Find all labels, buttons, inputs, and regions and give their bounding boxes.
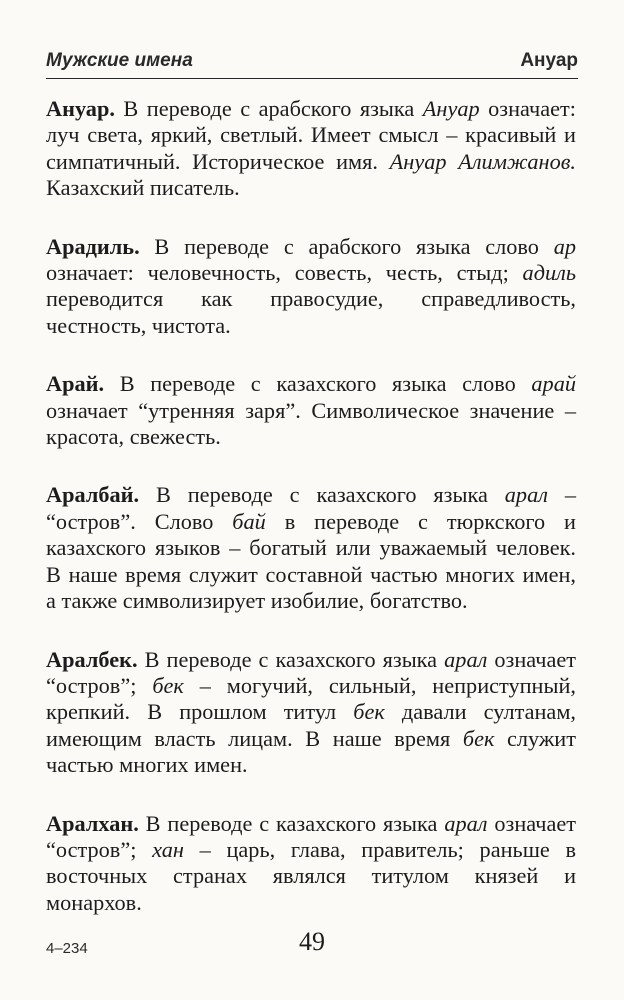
entry-text: – царь, глава, правитель; раньше в восточных странах являлся титулом князей и монархов. — [46, 836, 576, 915]
entry-italic-term: Ануар Алимжанов. — [389, 148, 576, 174]
entry-headword: Аралбай. — [46, 482, 140, 508]
entry-italic-term: бек — [353, 699, 385, 725]
entry-aralbek — [46, 647, 576, 779]
entry-italic-term: арал — [444, 646, 488, 672]
entry-text: В переводе с казахского языка — [137, 646, 445, 672]
section-title: Мужские имена — [46, 50, 193, 71]
entry-italic-term: хан — [152, 836, 184, 862]
entry-italic-term: бай — [232, 508, 266, 534]
entry-italic-term: бек — [152, 672, 184, 698]
entry-aray — [46, 371, 576, 450]
entry-headword: Арай. — [46, 371, 105, 397]
entry-text: служит частью многих имен. — [46, 725, 576, 778]
entry-text: давали султанам, имеющим власть лицам. В наше время — [46, 699, 576, 751]
entry-italic-term: арай — [531, 371, 576, 397]
entry-headword: Арадиль. — [46, 233, 140, 259]
entry-italic-term: бек — [462, 725, 495, 751]
entry-text: В переводе с казахского языка — [138, 810, 445, 836]
entry-text: В переводе с казахского языка слово — [104, 371, 532, 397]
entry-italic-term: адиль — [522, 260, 576, 286]
entry-text: означает “остров”; — [46, 810, 577, 862]
entry-text: переводится как правосудие, справедливость, честность, чистота. — [46, 286, 576, 338]
running-header — [46, 46, 578, 79]
entry-italic-term: арал — [444, 810, 488, 836]
entry-text: Казахский писатель. — [46, 175, 240, 201]
entry-text: означает: человечность, совесть, честь, стыд; — [46, 260, 523, 286]
entry-italic-term: ар — [553, 233, 576, 259]
entry-text: В переводе с арабского языка — [114, 96, 423, 121]
entry-text: В переводе с арабского языка слово — [139, 233, 554, 259]
entry-headword: Аралбек. — [46, 646, 138, 672]
entry-text: – могучий, сильный, неприступный, крепкий. В прошлом титул — [46, 672, 576, 725]
entry-headword: Аралхан. — [46, 810, 139, 836]
printer-signature-code: 4–234 — [46, 940, 88, 957]
entry-text: – “остров”. Слово — [46, 482, 576, 534]
entry-anuar — [46, 96, 576, 202]
entry-aralbay — [46, 482, 576, 614]
entry-text: означает “утренняя заря”. Символическое значение – красота, свежесть. — [46, 397, 576, 450]
page-number: 49 — [299, 927, 325, 956]
entry-text: в переводе с тюркского и казахского языков – богатый или уважаемый человек. В наше время служит составной частью многих имен, а также символизирует изобилие, богатство. — [46, 508, 576, 614]
entry-text: означает: луч света, яркий, светлый. Имеет смысл – красивый и симпатичный. Историческое имя. — [46, 96, 576, 174]
entry-text: означает “остров”; — [46, 646, 577, 698]
entry-italic-term: арал — [504, 482, 548, 508]
page-body — [46, 96, 576, 948]
entry-text: В переводе с казахского языка — [139, 482, 505, 508]
entry-aralkhan — [46, 811, 576, 917]
entry-italic-term: Ануар — [422, 96, 480, 121]
entry-headword: Ануар. — [46, 96, 115, 121]
entry-aradil — [46, 234, 576, 340]
running-head-word: Ануар — [520, 50, 578, 71]
